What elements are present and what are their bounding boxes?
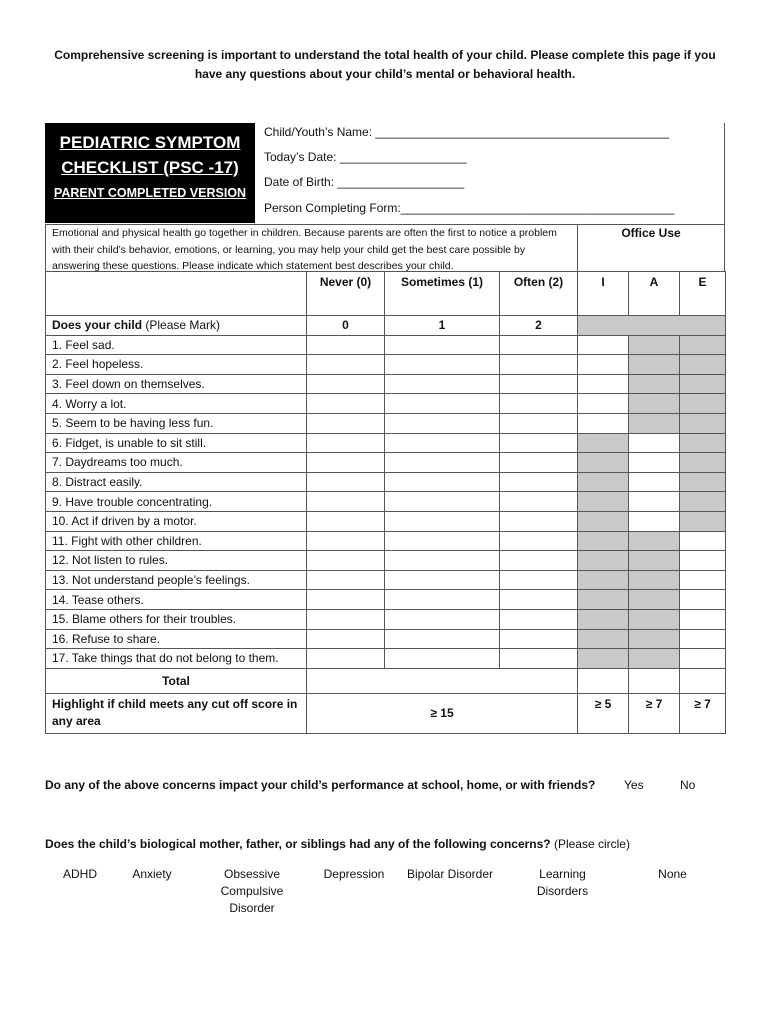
office-cell-e[interactable] — [680, 649, 726, 669]
item-label: 14. Tease others. — [46, 590, 307, 610]
item-label: 13. Not understand people’s feelings. — [46, 570, 307, 590]
answer-cell-never[interactable] — [307, 394, 385, 414]
answer-cell-sometimes[interactable] — [385, 492, 500, 512]
office-cell-i — [578, 453, 629, 473]
child-name-field[interactable]: Child/Youth’s Name: ____________________________________________ — [264, 125, 670, 139]
answer-cell-often[interactable] — [500, 472, 578, 492]
item-label: 8. Distract easily. — [46, 472, 307, 492]
item-label: 10. Act if driven by a motor. — [46, 511, 307, 531]
office-cell-i — [578, 531, 629, 551]
item-label: 6. Fidget, is unable to sit still. — [46, 433, 307, 453]
score-often: 2 — [500, 316, 578, 336]
answer-cell-often[interactable] — [500, 590, 578, 610]
answer-cell-never[interactable] — [307, 649, 385, 669]
answer-cell-often[interactable] — [500, 355, 578, 375]
header-i: I — [578, 272, 629, 316]
answer-cell-sometimes[interactable] — [385, 335, 500, 355]
answer-cell-never[interactable] — [307, 453, 385, 473]
office-cell-a — [629, 355, 680, 375]
intro-left-border — [45, 224, 46, 272]
header-right-border — [724, 123, 725, 225]
item-label: 12. Not listen to rules. — [46, 551, 307, 571]
answer-cell-often[interactable] — [500, 511, 578, 531]
office-cell-e — [680, 453, 726, 473]
header-sometimes: Sometimes (1) — [385, 272, 500, 316]
item-label: 1. Feel sad. — [46, 335, 307, 355]
option-none[interactable]: None — [658, 867, 687, 881]
table-row — [46, 472, 726, 492]
table-row — [46, 629, 726, 649]
today-date-field[interactable]: Today’s Date: ___________________ — [264, 150, 467, 164]
subheader-label-rest: (Please Mark) — [142, 318, 221, 333]
answer-cell-never[interactable] — [307, 472, 385, 492]
answer-cell-never[interactable] — [307, 511, 385, 531]
answer-cell-often[interactable] — [500, 649, 578, 669]
answer-cell-sometimes[interactable] — [385, 374, 500, 394]
table-row — [46, 394, 726, 414]
office-cell-a — [629, 551, 680, 571]
office-cell-a — [629, 394, 680, 414]
table-row — [46, 374, 726, 394]
office-cell-a — [629, 413, 680, 433]
yes-option[interactable]: Yes — [624, 778, 644, 792]
option-anxiety[interactable]: Anxiety — [132, 867, 172, 881]
title-line-3: PARENT COMPLETED VERSION — [53, 186, 247, 200]
office-cell-i — [578, 629, 629, 649]
answer-cell-never[interactable] — [307, 570, 385, 590]
score-sometimes: 1 — [385, 316, 500, 336]
office-cell-a — [629, 590, 680, 610]
answer-cell-sometimes[interactable] — [385, 453, 500, 473]
total-i-cell[interactable] — [578, 668, 629, 693]
answer-cell-often[interactable] — [500, 413, 578, 433]
table-row — [46, 433, 726, 453]
office-cell-i — [578, 649, 629, 669]
office-cell-i — [578, 609, 629, 629]
answer-cell-sometimes[interactable] — [385, 413, 500, 433]
office-cell-i — [578, 590, 629, 610]
office-cell-a — [629, 335, 680, 355]
option-depression[interactable]: Depression — [323, 867, 385, 881]
form-title-block — [45, 123, 255, 223]
office-cell-a[interactable] — [629, 472, 680, 492]
answer-cell-often[interactable] — [500, 433, 578, 453]
office-cell-e — [680, 511, 726, 531]
answer-cell-often[interactable] — [500, 374, 578, 394]
answer-cell-often[interactable] — [500, 492, 578, 512]
office-cell-e — [680, 355, 726, 375]
total-row — [46, 668, 726, 693]
office-cell-i — [578, 433, 629, 453]
total-a-cell[interactable] — [629, 668, 680, 693]
office-cell-a — [629, 629, 680, 649]
no-option[interactable]: No — [680, 778, 696, 792]
title-line-2: CHECKLIST (PSC -17) — [61, 158, 239, 177]
item-label: 4. Worry a lot. — [46, 394, 307, 414]
cutoff-label: Highlight if child meets any cut off score in any area — [46, 693, 307, 733]
score-never: 0 — [307, 316, 385, 336]
header-never: Never (0) — [307, 272, 385, 316]
item-label: 11. Fight with other children. — [46, 531, 307, 551]
office-cell-e[interactable] — [680, 629, 726, 649]
intro-text: Comprehensive screening is important to understand the total health of your child. Please complete this page if you have any questions about your child’s mental or behavioral health. — [54, 48, 716, 81]
answer-cell-sometimes[interactable] — [385, 511, 500, 531]
office-cell-a — [629, 374, 680, 394]
office-cell-e — [680, 335, 726, 355]
office-use-label: Office Use — [621, 226, 681, 240]
item-label: 2. Feel hopeless. — [46, 355, 307, 375]
table-row — [46, 492, 726, 512]
answer-cell-never[interactable] — [307, 531, 385, 551]
answer-cell-sometimes[interactable] — [385, 609, 500, 629]
answer-cell-sometimes[interactable] — [385, 472, 500, 492]
answer-cell-never[interactable] — [307, 433, 385, 453]
office-cell-i[interactable] — [578, 335, 629, 355]
cutoff-i: ≥ 5 — [578, 693, 629, 733]
option-ocd[interactable]: Obsessive Compulsive Disorder — [220, 867, 284, 915]
office-cell-a[interactable] — [629, 433, 680, 453]
answer-cell-sometimes[interactable] — [385, 629, 500, 649]
table-row — [46, 335, 726, 355]
office-cell-i — [578, 511, 629, 531]
total-score-cell[interactable] — [307, 668, 578, 693]
header-e: E — [680, 272, 726, 316]
office-cell-e — [680, 394, 726, 414]
impact-question: Do any of the above concerns impact your child’s performance at school, home, or with friends? — [45, 778, 596, 792]
item-label: 9. Have trouble concentrating. — [46, 492, 307, 512]
answer-cell-never[interactable] — [307, 355, 385, 375]
office-cell-e — [680, 413, 726, 433]
answer-cell-never[interactable] — [307, 492, 385, 512]
symptom-checklist-table — [45, 271, 726, 734]
office-cell-a — [629, 570, 680, 590]
table-row — [46, 531, 726, 551]
office-cell-e[interactable] — [680, 609, 726, 629]
answer-cell-often[interactable] — [500, 531, 578, 551]
office-cell-i — [578, 472, 629, 492]
table-row — [46, 590, 726, 610]
item-label: 17. Take things that do not belong to them. — [46, 649, 307, 669]
family-question-rest: (Please circle) — [550, 837, 630, 851]
family-question-bold: Does the child’s biological mother, father, or siblings had any of the following concerns? — [45, 837, 551, 851]
answer-cell-never[interactable] — [307, 590, 385, 610]
person-completing-field[interactable]: Person Completing Form:_________________________________________ — [264, 201, 675, 215]
office-cell-i[interactable] — [578, 355, 629, 375]
office-cell-a[interactable] — [629, 453, 680, 473]
answer-cell-often[interactable] — [500, 394, 578, 414]
option-learning[interactable]: Learning Disorders — [536, 867, 589, 898]
answer-cell-never[interactable] — [307, 629, 385, 649]
answer-cell-sometimes[interactable] — [385, 551, 500, 571]
header-a: A — [629, 272, 680, 316]
office-cell-a — [629, 531, 680, 551]
office-cell-a — [629, 609, 680, 629]
answer-cell-sometimes[interactable] — [385, 394, 500, 414]
cutoff-a: ≥ 7 — [629, 693, 680, 733]
office-cell-i — [578, 492, 629, 512]
option-bipolar[interactable]: Bipolar Disorder — [406, 867, 494, 881]
title-line-1: PEDIATRIC SYMPTOM — [59, 133, 241, 152]
office-cell-e[interactable] — [680, 590, 726, 610]
total-e-cell[interactable] — [680, 668, 726, 693]
table-row — [46, 355, 726, 375]
dob-field[interactable]: Date of Birth: ___________________ — [264, 175, 465, 189]
answer-cell-never[interactable] — [307, 335, 385, 355]
office-cell-e — [680, 374, 726, 394]
answer-cell-never[interactable] — [307, 609, 385, 629]
office-cell-a[interactable] — [629, 492, 680, 512]
item-label: 3. Feel down on themselves. — [46, 374, 307, 394]
total-label: Total — [46, 668, 307, 693]
option-adhd[interactable]: ADHD — [62, 867, 97, 881]
table-row — [46, 649, 726, 669]
answer-cell-never[interactable] — [307, 551, 385, 571]
subheader-label — [46, 316, 307, 336]
office-cell-i[interactable] — [578, 394, 629, 414]
header-blank — [46, 272, 307, 316]
answer-cell-sometimes[interactable] — [385, 570, 500, 590]
table-row — [46, 413, 726, 433]
office-cell-a — [629, 649, 680, 669]
office-cell-e[interactable] — [680, 551, 726, 571]
answer-cell-sometimes[interactable] — [385, 433, 500, 453]
item-label: 5. Seem to be having less fun. — [46, 413, 307, 433]
table-row — [46, 453, 726, 473]
answer-cell-sometimes[interactable] — [385, 355, 500, 375]
answer-cell-often[interactable] — [500, 335, 578, 355]
answer-cell-often[interactable] — [500, 609, 578, 629]
office-cell-e — [680, 433, 726, 453]
instructions-text: Emotional and physical health go together in children. Because parents are often the first to notice a problem with their child’s behavior, emotions, or learning, you may help your child get the best care possible by answering these questions. Please indicate which statement best describes your child. — [52, 227, 557, 272]
answer-cell-sometimes[interactable] — [385, 531, 500, 551]
office-cell-i — [578, 551, 629, 571]
header-often: Often (2) — [500, 272, 578, 316]
table-row — [46, 551, 726, 571]
answer-cell-often[interactable] — [500, 629, 578, 649]
answer-cell-often[interactable] — [500, 453, 578, 473]
office-cell-e — [680, 492, 726, 512]
office-cell-e[interactable] — [680, 531, 726, 551]
cutoff-e: ≥ 7 — [680, 693, 726, 733]
office-shaded-header — [578, 316, 726, 336]
office-cell-a[interactable] — [629, 511, 680, 531]
answer-cell-sometimes[interactable] — [385, 590, 500, 610]
office-cell-i[interactable] — [578, 413, 629, 433]
item-label: 7. Daydreams too much. — [46, 453, 307, 473]
family-history-question — [45, 837, 630, 851]
table-row — [46, 609, 726, 629]
answer-cell-never[interactable] — [307, 413, 385, 433]
subheader-label-bold: Does your child — [52, 318, 143, 333]
item-label: 16. Refuse to share. — [46, 629, 307, 649]
answer-cell-sometimes[interactable] — [385, 649, 500, 669]
office-cell-e — [680, 472, 726, 492]
office-cell-e[interactable] — [680, 570, 726, 590]
item-label: 15. Blame others for their troubles. — [46, 609, 307, 629]
office-cell-i[interactable] — [578, 374, 629, 394]
cutoff-row — [46, 693, 726, 733]
answer-cell-often[interactable] — [500, 551, 578, 571]
cutoff-total: ≥ 15 — [307, 693, 578, 733]
intro-right-border — [724, 224, 725, 272]
office-cell-i — [578, 570, 629, 590]
table-row — [46, 511, 726, 531]
answer-cell-never[interactable] — [307, 374, 385, 394]
answer-cell-often[interactable] — [500, 570, 578, 590]
table-row — [46, 570, 726, 590]
